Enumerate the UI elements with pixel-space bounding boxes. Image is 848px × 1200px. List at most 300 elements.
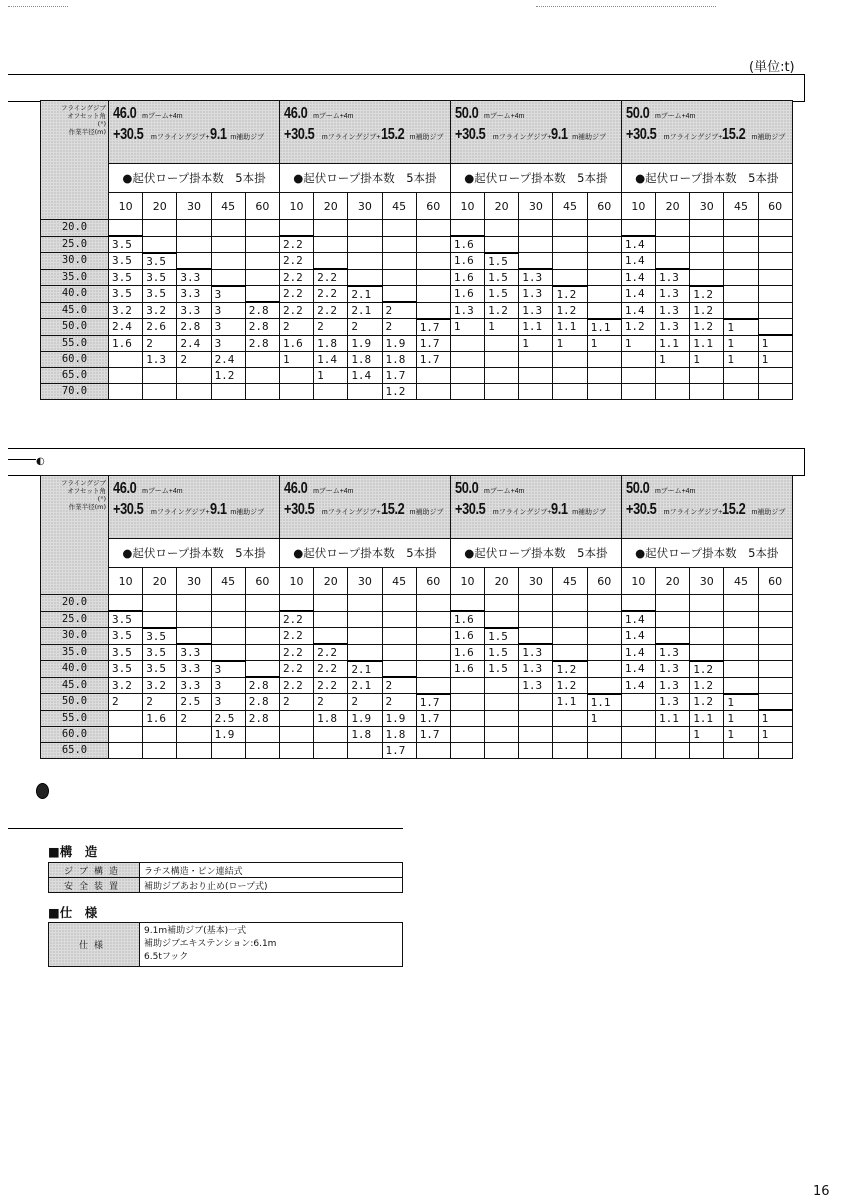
load-cell (485, 727, 519, 743)
load-cell: 1.6 (450, 236, 484, 253)
load-cell (416, 302, 450, 319)
spec-line: 9.1m補助ジブ(基本)一式 (144, 926, 247, 936)
working-radius: 45.0 (41, 677, 109, 694)
boom-suffix: mブーム+4m (654, 113, 696, 120)
load-cell (109, 727, 143, 743)
boom-length: 50.0 (625, 480, 650, 497)
load-cell: 2 (348, 319, 382, 336)
rope-count-label: ●起伏ロープ掛本数 5本掛 (109, 539, 280, 568)
fly-jib-suffix: mフライングジブ+ (150, 509, 210, 516)
load-cell (177, 384, 211, 400)
aux-jib-length: 9.1 (551, 126, 569, 143)
load-cell (245, 661, 279, 678)
load-cell (416, 595, 450, 612)
load-cell (314, 743, 348, 759)
config-line-jib (455, 126, 618, 147)
load-cell (314, 611, 348, 628)
boom-suffix: mブーム+4m (484, 488, 525, 495)
load-cell (177, 611, 211, 628)
load-cell: 3.5 (109, 644, 143, 661)
load-table-1 (40, 100, 793, 400)
load-cell: 1.3 (656, 286, 690, 303)
aux-jib-suffix: m補助ジブ (409, 509, 444, 516)
load-cell (758, 611, 792, 628)
table-row (41, 677, 793, 694)
load-cell (690, 595, 724, 612)
load-cell: 1.3 (656, 677, 690, 694)
load-cell: 2.2 (314, 661, 348, 678)
load-cell (348, 253, 382, 270)
load-cell (450, 743, 484, 759)
load-cell (758, 253, 792, 270)
load-cell (177, 368, 211, 384)
load-cell: 1.3 (519, 269, 553, 286)
load-cell: 1.7 (382, 743, 416, 759)
config-line-boom (455, 105, 618, 126)
table-row (41, 302, 793, 319)
load-cell: 2 (314, 694, 348, 711)
spec-values (140, 923, 403, 967)
load-cell: 3.5 (143, 644, 177, 661)
load-cell (485, 368, 519, 384)
rope-count-label: ●起伏ロープ掛本数 5本掛 (621, 539, 792, 568)
section-rule (8, 828, 403, 829)
load-cell: 2.5 (211, 710, 245, 727)
load-cell: 1.2 (690, 302, 724, 319)
rope-count-label: ●起伏ロープ掛本数 5本掛 (279, 164, 450, 193)
load-cell (348, 743, 382, 759)
offset-angle: 30 (519, 193, 553, 220)
rope-header-row (41, 164, 793, 193)
working-radius: 45.0 (41, 302, 109, 319)
load-cell (690, 644, 724, 661)
config-line-jib (113, 126, 276, 147)
offset-angle: 30 (348, 193, 382, 220)
load-cell: 1.9 (211, 727, 245, 743)
config-line-boom (113, 105, 276, 126)
load-cell: 1.9 (382, 710, 416, 727)
load-cell: 3.3 (177, 269, 211, 286)
load-cell (245, 253, 279, 270)
load-cell (758, 743, 792, 759)
offset-angle: 60 (245, 568, 279, 595)
load-cell: 1.4 (621, 236, 655, 253)
config-header-row (41, 101, 793, 164)
load-cell (621, 352, 655, 368)
load-cell (416, 743, 450, 759)
load-cell (485, 611, 519, 628)
load-cell (587, 611, 621, 628)
load-cell (621, 694, 655, 711)
load-cell: 3.5 (109, 628, 143, 645)
load-cell: 2.2 (279, 644, 313, 661)
load-cell: 2 (177, 710, 211, 727)
load-cell: 3.5 (109, 611, 143, 628)
load-cell (587, 727, 621, 743)
load-cell: 1.3 (143, 352, 177, 368)
load-cell (245, 236, 279, 253)
aux-jib-length: 9.1 (209, 126, 227, 143)
structure-title: ■構 造 (48, 844, 98, 859)
offset-angle: 10 (109, 568, 143, 595)
load-cell: 1 (724, 710, 758, 727)
load-cell (279, 727, 313, 743)
load-cell (382, 644, 416, 661)
load-cell (245, 628, 279, 645)
load-cell (485, 335, 519, 352)
config-line-jib (113, 501, 276, 522)
load-cell (314, 727, 348, 743)
load-cell (690, 253, 724, 270)
side-header-line: (°) (97, 120, 106, 128)
load-cell (553, 611, 587, 628)
load-cell: 1 (553, 335, 587, 352)
load-cell (245, 644, 279, 661)
load-cell (621, 384, 655, 400)
load-cell (382, 611, 416, 628)
load-cell: 1.1 (656, 710, 690, 727)
section-marker-icon (36, 783, 49, 799)
spec-row (49, 923, 403, 967)
offset-angle: 30 (177, 568, 211, 595)
load-cell: 2.2 (314, 302, 348, 319)
table-row (41, 236, 793, 253)
load-cell (553, 368, 587, 384)
load-cell: 1 (519, 335, 553, 352)
offset-angle: 20 (314, 193, 348, 220)
working-radius: 65.0 (41, 743, 109, 759)
load-cell: 1.3 (519, 677, 553, 694)
offset-angle: 45 (382, 193, 416, 220)
offset-angle: 20 (143, 193, 177, 220)
load-cell (553, 727, 587, 743)
load-cell: 1.8 (314, 710, 348, 727)
offset-angle: 45 (211, 193, 245, 220)
load-cell: 3 (211, 319, 245, 336)
load-cell: 1.5 (485, 253, 519, 270)
load-cell: 1.3 (656, 269, 690, 286)
offset-angle: 60 (416, 193, 450, 220)
load-cell: 2 (314, 319, 348, 336)
load-cell: 1 (758, 710, 792, 727)
load-cell: 1.8 (348, 727, 382, 743)
unit-label: (単位:t) (749, 60, 795, 75)
load-cell: 2.2 (279, 661, 313, 678)
load-cell (109, 743, 143, 759)
working-radius: 30.0 (41, 628, 109, 645)
boom-length: 50.0 (454, 480, 479, 497)
offset-angle: 30 (519, 568, 553, 595)
table2-lead-line (8, 459, 36, 460)
boom-suffix: mブーム+4m (313, 113, 354, 120)
table-row (41, 286, 793, 303)
load-cell: 1.4 (621, 677, 655, 694)
load-cell (621, 710, 655, 727)
load-cell (758, 302, 792, 319)
angle-header-row (41, 568, 793, 595)
load-cell: 1.2 (485, 302, 519, 319)
load-cell (314, 236, 348, 253)
load-cell: 1.4 (348, 368, 382, 384)
table-row (41, 727, 793, 743)
structure-key: 安全装置 (49, 878, 140, 893)
load-cell: 1.8 (314, 335, 348, 352)
load-cell (656, 628, 690, 645)
load-cell (724, 253, 758, 270)
load-cell: 1 (485, 319, 519, 336)
config-line-boom (113, 480, 276, 501)
load-cell: 3.5 (109, 661, 143, 678)
working-radius: 55.0 (41, 335, 109, 352)
config-header (279, 101, 450, 164)
aux-jib-length: 15.2 (380, 501, 404, 518)
load-cell: 1.6 (450, 611, 484, 628)
load-cell (211, 743, 245, 759)
load-cell: 1 (758, 727, 792, 743)
offset-angle: 45 (553, 568, 587, 595)
load-cell (314, 253, 348, 270)
load-cell (485, 352, 519, 368)
config-header (279, 476, 450, 539)
load-cell: 1 (314, 368, 348, 384)
side-header-line: (°) (97, 495, 106, 503)
offset-angle: 60 (758, 193, 792, 220)
load-cell: 3.2 (109, 302, 143, 319)
load-cell: 2 (382, 302, 416, 319)
boom-length: 46.0 (113, 105, 137, 122)
rope-header-row (41, 539, 793, 568)
load-cell: 1.6 (450, 644, 484, 661)
load-cell (348, 236, 382, 253)
load-cell (382, 253, 416, 270)
load-cell (143, 236, 177, 253)
load-cell: 1 (587, 710, 621, 727)
load-cell: 1.1 (690, 710, 724, 727)
aux-jib-suffix: m補助ジブ (572, 134, 607, 141)
load-cell (656, 595, 690, 612)
load-cell: 1.3 (656, 644, 690, 661)
side-header-line: オフセット角 (67, 487, 106, 495)
load-cell (382, 286, 416, 303)
load-cell (758, 661, 792, 678)
load-cell: 1.2 (553, 677, 587, 694)
load-cell (587, 269, 621, 286)
load-cell (416, 677, 450, 694)
load-cell: 2.8 (177, 319, 211, 336)
load-cell (553, 644, 587, 661)
load-cell: 1.6 (450, 628, 484, 645)
load-cell: 1 (724, 727, 758, 743)
fly-jib-length: +30.5 (113, 501, 144, 518)
fly-jib-suffix: mフライングジブ+ (321, 509, 381, 516)
load-cell: 3.3 (177, 302, 211, 319)
load-cell (382, 595, 416, 612)
load-cell: 2.2 (279, 269, 313, 286)
load-cell: 2 (109, 694, 143, 711)
load-cell (211, 269, 245, 286)
load-cell (621, 727, 655, 743)
load-cell (656, 236, 690, 253)
load-cell (587, 595, 621, 612)
aux-jib-suffix: m補助ジブ (409, 134, 444, 141)
load-cell: 2 (348, 694, 382, 711)
load-cell (587, 352, 621, 368)
load-cell: 1.4 (314, 352, 348, 368)
config-header (621, 476, 792, 539)
load-cell (758, 368, 792, 384)
load-cell (382, 236, 416, 253)
load-cell (109, 352, 143, 368)
load-cell (485, 743, 519, 759)
load-cell: 2.4 (109, 319, 143, 336)
working-radius: 70.0 (41, 384, 109, 400)
spec-key: 仕様 (49, 923, 140, 967)
table-row (41, 220, 793, 237)
load-cell (519, 743, 553, 759)
load-cell: 1.9 (348, 335, 382, 352)
load-cell (656, 253, 690, 270)
side-header (41, 101, 109, 220)
load-cell: 1.6 (279, 335, 313, 352)
load-cell: 3.3 (177, 661, 211, 678)
fly-jib-length: +30.5 (454, 501, 486, 518)
load-cell: 1 (758, 352, 792, 368)
offset-angle: 20 (314, 568, 348, 595)
load-cell: 1 (690, 352, 724, 368)
load-cell (416, 661, 450, 678)
load-cell: 1.5 (485, 286, 519, 303)
load-cell: 3.5 (109, 269, 143, 286)
side-header-line: フライングジブ (60, 479, 106, 487)
boom-suffix: mブーム+4m (142, 488, 183, 495)
load-cell: 2.5 (177, 694, 211, 711)
load-cell (450, 335, 484, 352)
load-cell: 1.6 (450, 661, 484, 678)
load-cell: 2.1 (348, 302, 382, 319)
load-cell (382, 269, 416, 286)
load-cell (519, 220, 553, 237)
load-cell (656, 727, 690, 743)
load-cell: 1.8 (382, 727, 416, 743)
boom-suffix: mブーム+4m (142, 113, 183, 120)
load-cell: 1.5 (485, 661, 519, 678)
load-cell (758, 384, 792, 400)
config-line-jib (626, 126, 789, 147)
load-cell (690, 220, 724, 237)
table1-frame (8, 74, 805, 75)
load-cell: 1.4 (621, 661, 655, 678)
load-cell (143, 384, 177, 400)
load-cell (279, 220, 313, 237)
load-cell (382, 628, 416, 645)
load-cell (416, 236, 450, 253)
fly-jib-suffix: mフライングジブ+ (663, 134, 723, 141)
load-cell: 3.5 (143, 253, 177, 270)
load-cell: 2.6 (143, 319, 177, 336)
config-line-jib (284, 501, 447, 522)
load-cell (553, 710, 587, 727)
load-cell: 1.3 (450, 302, 484, 319)
load-cell (587, 628, 621, 645)
load-cell (177, 236, 211, 253)
load-cell (656, 368, 690, 384)
aux-jib-suffix: m補助ジブ (230, 134, 265, 141)
load-cell: 3.5 (143, 286, 177, 303)
load-cell (519, 236, 553, 253)
load-cell (279, 368, 313, 384)
load-cell: 2 (143, 694, 177, 711)
load-cell (587, 368, 621, 384)
offset-angle: 20 (485, 193, 519, 220)
working-radius: 50.0 (41, 694, 109, 711)
load-cell: 2.2 (279, 236, 313, 253)
load-cell (690, 743, 724, 759)
load-cell (416, 286, 450, 303)
load-cell: 3 (211, 694, 245, 711)
load-cell: 3.2 (109, 677, 143, 694)
load-cell (485, 595, 519, 612)
boom-suffix: mブーム+4m (654, 488, 696, 495)
load-cell: 1.2 (690, 677, 724, 694)
fly-jib-length: +30.5 (113, 126, 144, 143)
load-cell: 2.1 (348, 677, 382, 694)
load-cell (416, 644, 450, 661)
load-cell: 1.2 (553, 661, 587, 678)
load-cell (245, 727, 279, 743)
working-radius: 40.0 (41, 661, 109, 678)
load-cell (211, 611, 245, 628)
working-radius: 60.0 (41, 352, 109, 368)
load-cell: 1.2 (690, 694, 724, 711)
load-cell (143, 595, 177, 612)
load-cell (724, 286, 758, 303)
offset-angle: 20 (485, 568, 519, 595)
boom-length: 50.0 (454, 105, 479, 122)
load-cell (690, 269, 724, 286)
working-radius: 65.0 (41, 368, 109, 384)
load-cell: 1.2 (553, 286, 587, 303)
load-cell (553, 352, 587, 368)
load-cell (587, 286, 621, 303)
load-cell: 1 (279, 352, 313, 368)
load-cell (485, 384, 519, 400)
offset-angle: 30 (690, 193, 724, 220)
load-cell: 2.8 (245, 710, 279, 727)
load-cell: 1.1 (519, 319, 553, 336)
offset-angle: 45 (553, 193, 587, 220)
load-cell (450, 710, 484, 727)
config-header (621, 101, 792, 164)
offset-angle: 45 (211, 568, 245, 595)
aux-jib-length: 9.1 (551, 501, 569, 518)
offset-angle: 30 (690, 568, 724, 595)
load-cell: 1.2 (211, 368, 245, 384)
load-cell: 2.2 (279, 611, 313, 628)
load-cell: 2.2 (314, 286, 348, 303)
load-cell: 1.7 (416, 694, 450, 711)
page-number: 16 (813, 1184, 830, 1199)
working-radius: 25.0 (41, 611, 109, 628)
load-cell: 3.3 (177, 286, 211, 303)
fly-jib-length: +30.5 (283, 501, 315, 518)
load-cell (416, 384, 450, 400)
load-cell: 2.2 (279, 677, 313, 694)
offset-angle: 10 (621, 193, 655, 220)
fly-jib-suffix: mフライングジブ+ (150, 134, 210, 141)
structure-value: 補助ジブあおり止め(ロープ式) (140, 878, 403, 893)
aux-jib-length: 15.2 (722, 501, 746, 518)
config-header (450, 476, 621, 539)
